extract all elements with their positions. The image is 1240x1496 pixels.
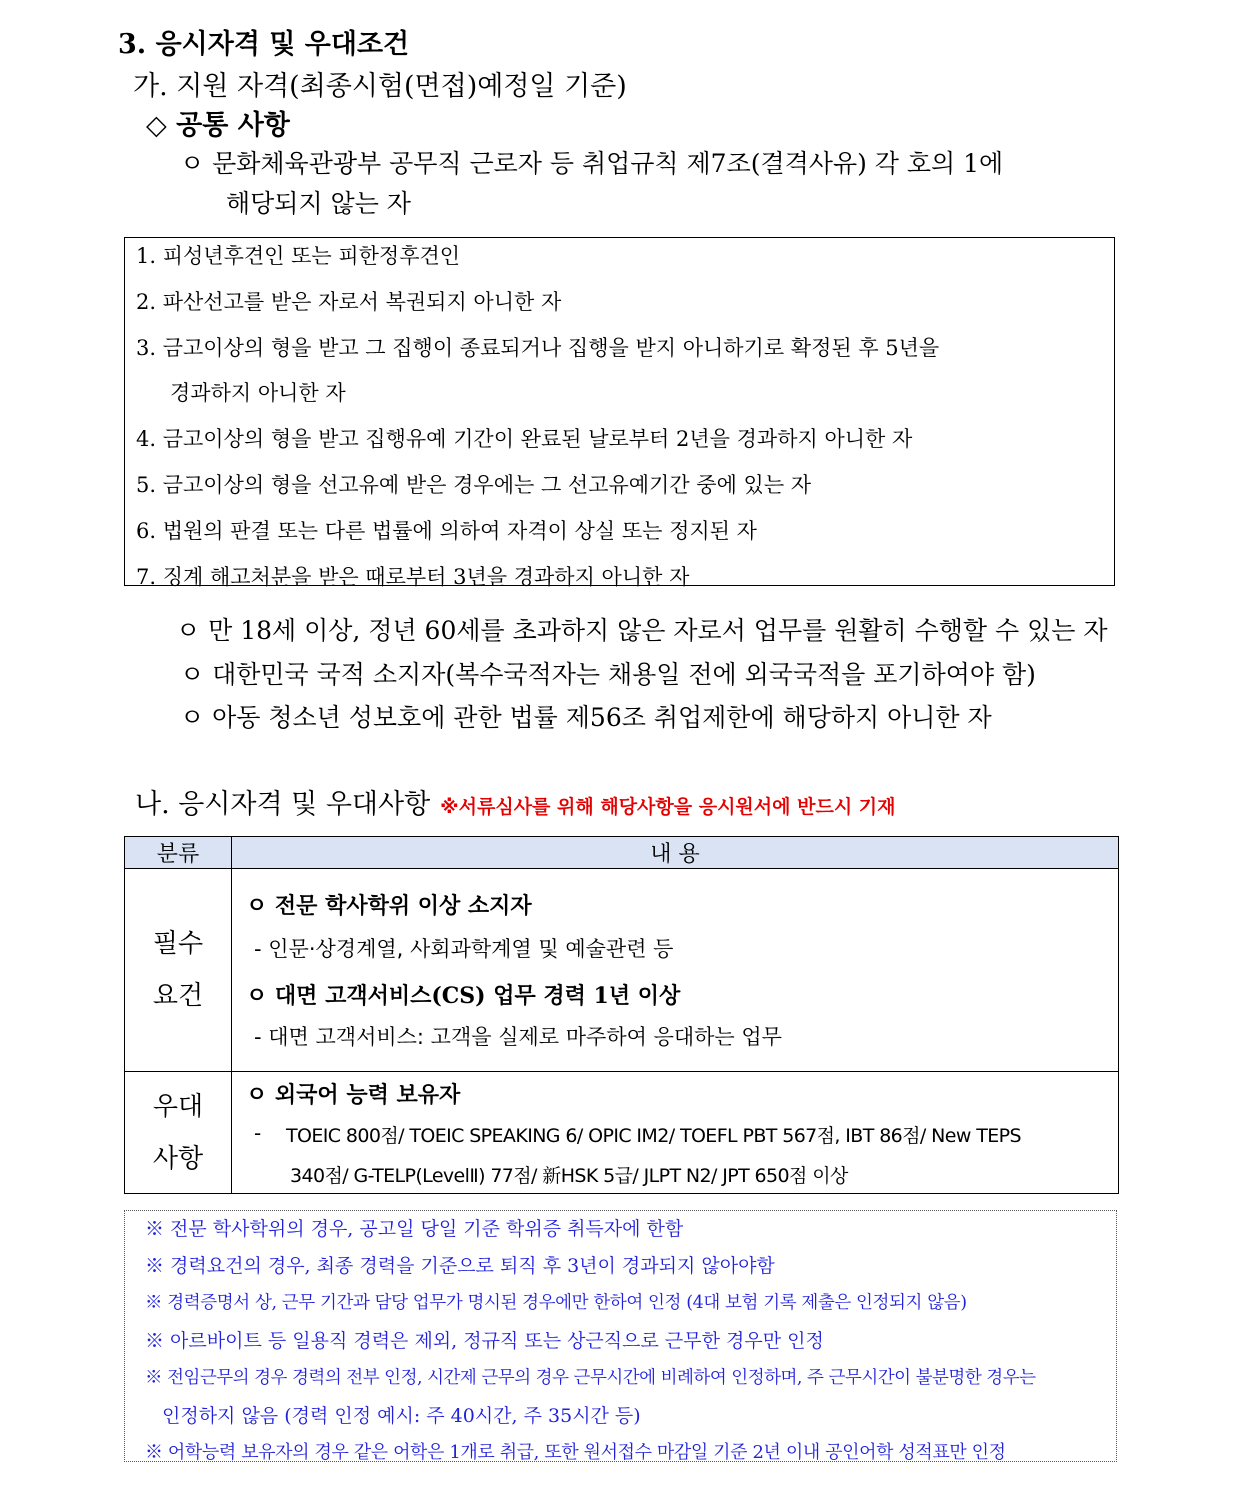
category-line: 요건 xyxy=(152,981,204,1011)
category-preferred xyxy=(125,1072,232,1194)
preferred-item-1-detail-1: TOEIC 800점/ TOEIC SPEAKING 6/ OPIC IM2/ TOEFL PBT 567점, IBT 86점/ New TEPS xyxy=(286,1125,1021,1147)
table-row-preferred xyxy=(125,1072,1119,1194)
notes-box xyxy=(124,1210,1117,1462)
extra-bullet: ㅇ 대한민국 국적 소지자(복수국적자는 채용일 전에 외국국적을 포기하여야 함) xyxy=(180,660,1036,689)
preferred-item-1-dash: - xyxy=(254,1121,262,1145)
list-item: 5. 금고이상의 형을 선고유예 받은 경우에는 그 선고유예기간 중에 있는 자 xyxy=(136,473,812,497)
list-item: 3. 금고이상의 형을 받고 그 집행이 종료되거나 집행을 받지 아니하기로 확정된 후 5년을 xyxy=(136,336,940,360)
common-heading: ◇ 공통 사항 xyxy=(146,110,290,141)
list-item: 6. 법원의 판결 또는 다른 법률에 의하여 자격이 상실 또는 정지된 자 xyxy=(136,519,757,543)
required-item-2: ㅇ 대면 고객서비스(CS) 업무 경력 1년 이상 xyxy=(246,983,681,1009)
extra-bullet: ㅇ 아동 청소년 성보호에 관한 법률 제56조 취업제한에 해당하지 아니한 자 xyxy=(180,703,992,732)
bullet-main-continued: 해당되지 않는 자 xyxy=(226,189,411,218)
required-item-1-detail: - 인문·상경계열, 사회과학계열 및 예술관련 등 xyxy=(254,937,674,961)
note-item: ※ 경력요건의 경우, 최종 경력을 기준으로 퇴직 후 3년이 경과되지 않아야함 xyxy=(145,1255,775,1277)
disqualification-box xyxy=(124,237,1115,589)
preferred-item-1: ㅇ 외국어 능력 보유자 xyxy=(246,1082,461,1108)
note-item: ※ 어학능력 보유자의 경우 같은 어학은 1개로 취급, 또한 원서접수 마감일 기준 2년 이내 공인어학 성적표만 인정 xyxy=(145,1442,1006,1463)
subsection-b-title xyxy=(135,782,896,821)
subsection-b-note: ※서류심사를 위해 해당사항을 응시원서에 반드시 기재 xyxy=(440,796,896,818)
list-item: 1. 피성년후견인 또는 피한정후견인 xyxy=(136,244,461,268)
note-item: ※ 전임근무의 경우 경력의 전부 인정, 시간제 근무의 경우 근무시간에 비례하여 인정하며, 주 근무시간이 불분명한 경우는 xyxy=(145,1368,1036,1388)
category-line: 필수 xyxy=(152,929,204,959)
extra-bullet: ㅇ 만 18세 이상, 정년 60세를 초과하지 않은 자로서 업무를 원활히 수행할 수 있는 자 xyxy=(176,616,1108,645)
content-required xyxy=(232,869,1119,1072)
section-title: 3. 응시자격 및 우대조건 xyxy=(118,29,410,60)
category-required xyxy=(125,869,232,1072)
preferred-item-1-detail-2: 340점/ G-TELP(LevelⅡ) 77점/ 新HSK 5급/ JLPT N2/ JPT 650점 이상 xyxy=(290,1165,848,1187)
category-line: 우대 xyxy=(152,1091,204,1122)
required-item-2-detail: - 대면 고객서비스: 고객을 실제로 마주하여 응대하는 업무 xyxy=(254,1025,782,1049)
note-item: ※ 경력증명서 상, 근무 기간과 담당 업무가 명시된 경우에만 한하여 인정 (4대 보험 기록 제출은 인정되지 않음) xyxy=(145,1293,967,1313)
required-item-1: ㅇ 전문 학사학위 이상 소지자 xyxy=(246,893,532,919)
content-preferred xyxy=(232,1072,1119,1194)
list-item: 4. 금고이상의 형을 받고 집행유예 기간이 완료된 날로부터 2년을 경과하지 아니한 자 xyxy=(136,427,913,451)
header-category: 분류 xyxy=(125,837,232,869)
table-row-required xyxy=(125,869,1119,1072)
note-item: 인정하지 않음 (경력 인정 예시: 주 40시간, 주 35시간 등) xyxy=(162,1405,641,1427)
note-item: ※ 전문 학사학위의 경우, 공고일 당일 기준 학위증 취득자에 한함 xyxy=(145,1218,684,1240)
list-item: 7. 징계 해고처분을 받은 때로부터 3년을 경과하지 아니한 자 xyxy=(136,565,690,589)
subsection-a-title: 가. 지원 자격(최종시험(면접)예정일 기준) xyxy=(133,71,627,102)
list-item: 경과하지 아니한 자 xyxy=(170,381,346,405)
category-line: 사항 xyxy=(152,1143,204,1174)
bullet-main: ㅇ 문화체육관광부 공무직 근로자 등 취업규칙 제7조(결격사유) 각 호의 1에 xyxy=(180,149,1004,178)
list-item: 2. 파산선고를 받은 자로서 복권되지 아니한 자 xyxy=(136,290,562,314)
header-content: 내 용 xyxy=(232,837,1119,869)
subsection-b-title-text: 나. 응시자격 및 우대사항 xyxy=(135,789,431,820)
note-item: ※ 아르바이트 등 일용직 경력은 제외, 정규직 또는 상근직으로 근무한 경우만 인정 xyxy=(145,1330,824,1352)
qualification-table xyxy=(124,836,1119,1194)
